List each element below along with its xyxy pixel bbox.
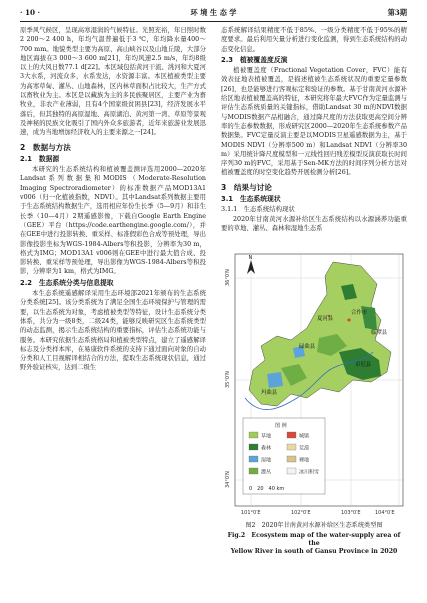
paragraph: 本生态系统遥感解译采用生态环境部2021年颁布的生态系统分类系统[25]。该分类系统为了满足全国生态环境保护与管理的需要，以生态系统为对象，考虑植被类型等特征，设计生态系统分类体系，共分为一级8类，二级24类，能够反映研究区生态系统类型的动态监测，揭示生态系统结构的重要指标，评估生态系统功能与服务。本研究依据生态系统格局和植被类型特点，建立了遥感解译标志及分类样本库，在易康软件系统的支持下通过面向对象的自动分类和人工目视解译相结合的方法，提取生态系统现状信息，通过野外验证核实，达到二级生 [20, 290, 206, 372]
legend-label: 草地 [261, 433, 272, 440]
legend-swatch [287, 468, 296, 474]
left-column [20, 26, 206, 373]
lat-tick-label: 34°0′N [225, 471, 231, 488]
map-legend [243, 418, 325, 494]
legend-swatch [249, 468, 258, 474]
paragraph: 原季风气候区，呈现高寒湿润的气候特征。光照充裕，年日照时数2 200～2 400 h，年均气温普遍低于3 ℃，年均降水量400～700 mm。地貌类型主要为高原、高山峡谷以及山地丘陵，大部分地区海拔在3 000～3 600 m[21]，年均风速2.5 m/s，年均8级以上的大风日数77.1 d[22]。本区域包括黄河干流、洮河和大夏河3大水系，河流众多，水系发达，水资源丰富。本区植被类型主要为高寒草甸、灌丛、山地森林，区内林草面积占比较大，生产方式以畜牧业为主。本区是以藏族为主的多民族聚居区，主要产业为畜牧业，非农产业薄弱，且有4个国家级贫困县[23]，经济发展水平落后，但其独特的高原湿地、高原湖泊、黄河第一湾、草原等景观及神秘的民族文化吸引了国内外众多旅游者，近年来旅游业发展迅速，成为当地增加经济收入的主要来源之一[24]。 [20, 27, 206, 137]
legend-swatch [249, 456, 258, 462]
place-label: 合作市 [351, 310, 368, 316]
lon-tick-label: 102°0′E [291, 510, 311, 516]
svg-text:N: N [248, 255, 253, 261]
scale-bar-label: 0 20 40 km [249, 486, 285, 492]
running-header [20, 8, 407, 20]
legend-label: 荒漠 [299, 445, 310, 452]
legend-title: 图 例 [275, 423, 287, 429]
place-label: 卓尼县 [355, 362, 372, 368]
figure-caption-en-line1: Fig.2 Ecosystem map of the water-supply area of the [227, 532, 401, 547]
section-heading: 2 数据与方法 [20, 142, 71, 152]
place-label: 夏河县 [317, 316, 334, 322]
legend-label: 森林 [261, 445, 272, 452]
paragraph: 本研究的生态系统结构和植被覆盖测评选用2000—2020年Landsat系列数据集和MODIS（Moderate-Resolution Imaging Spectroradiometer）的标准数据产品MOD13A1 v006（归一化植被指数，NDVI）。其中Landsat系列数据主要用于生态系统结构数据生产，选用相应年份生长季（5—9月）和非生长季（10—4月）2期遥感影像，下载自Google Earth Engine（GEE）平台（https://code.earthengine.google.com/），并在GEE中进行投影转换、重采样、标准假彩色合成等预处理，导出影像投影坐标为WGS-1984-Albers等积投影，分辨率为30 m，格式为IMG；MOD13A1 v006则在GEE中进行最大值合成、投影转换、重采样等预处理，导出影像为WGS-1984-Albers等积投影，分辨率为1 km，格式为IMG。 [20, 166, 206, 276]
figure-caption-cn: 图2 2020年甘南黄河水源补给区生态系统类型图 [245, 522, 383, 529]
place-label: 玛曲县 [261, 390, 278, 396]
lon-tick-label: 104°0′E [375, 510, 395, 516]
subsection-heading: 2.2 生态系统分类与信息提取 [20, 278, 114, 287]
lon-tick-label: 101°0′E [241, 510, 261, 516]
paragraph: 态系统解译结果精度不低于85%、一级分类精度不低于95%的精度要求。最后利用矢量分析进行变化监测，得到生态系统结构的动态变化信息。 [221, 27, 407, 53]
legend-swatch [287, 444, 296, 450]
subsection-heading: 2.3 植被覆盖度反演 [221, 55, 288, 64]
journal-title: 环 境 生 态 学 [190, 8, 237, 17]
figure-caption-en-line2: Yellow River in south of Gansu Province in 2020 [230, 548, 398, 555]
city-marker [347, 318, 350, 321]
subsection-heading: 3.1 生态系统现状 [221, 195, 281, 204]
ecosystem-map-figure [221, 248, 407, 516]
paragraph: 植被覆盖度（Fractional Vegetation Cover，FVC）能有效表征地表植被覆盖，是描述植被生态系统状况的重要定量参数[26]，也是能够进行客观标定和验证的参数。基于甘南黄河水源补给区地表植被覆盖高的特征，本研究将年最大FVC作为定量监测与评估生态系统质量的关键指标，借助Landsat 30 m的NDVI数据与MODIS数据产品相融合，通过降尺度的方法获取更高空间分辨率的生态参数数据，形成研究区2000—2020年生态系统参数产品数据集。FVC定量反演主要是以MODIS卫星遥感数据为主，基于MODIS NDVI（分辨率500 m）和Landsat NDVI（分辨率30 m）采用统计降尺度模型和一元线性回归残差模型反演获取长时间序列30 m的FVC，采用基于Sen-MK方法的时间序列分析方法对植被覆盖度的时空变化趋势开展检测分析[26]。 [221, 67, 407, 177]
legend-swatch [249, 444, 258, 450]
issue-label: 第3期 [387, 8, 407, 17]
lat-tick-label: 36°0′N [225, 269, 231, 286]
place-label: 碌曲县 [299, 344, 316, 350]
paragraph: 2020年甘南黄河水源补给区生态系统结构以水源涵养功能重要的草地、灌丛、森林和湿地生态系 [221, 215, 407, 232]
subsection-heading: 2.1 数据源 [20, 154, 60, 163]
lon-tick-label: 103°0′E [341, 510, 361, 516]
legend-label: 湿地 [261, 457, 272, 464]
legend-swatch [287, 456, 296, 462]
legend-label: 裸地 [299, 457, 310, 464]
right-column [221, 26, 407, 233]
section-heading: 3 结果与讨论 [221, 182, 272, 192]
figure-caption-en [221, 532, 407, 556]
region-wetland [267, 372, 283, 388]
subsubsection-heading: 3.1.1 生态系统结构现状 [221, 205, 295, 214]
place-label: 临潭县 [371, 330, 388, 336]
page-number: · 10 · [20, 8, 41, 17]
legend-label: 灌丛 [261, 469, 272, 476]
legend-swatch [287, 432, 296, 438]
legend-swatch [249, 432, 258, 438]
header-rule [20, 21, 407, 22]
legend-label: 城镇 [299, 433, 310, 440]
legend-label: 冰川积雪 [299, 469, 320, 476]
lat-tick-label: 35°0′N [225, 371, 231, 388]
